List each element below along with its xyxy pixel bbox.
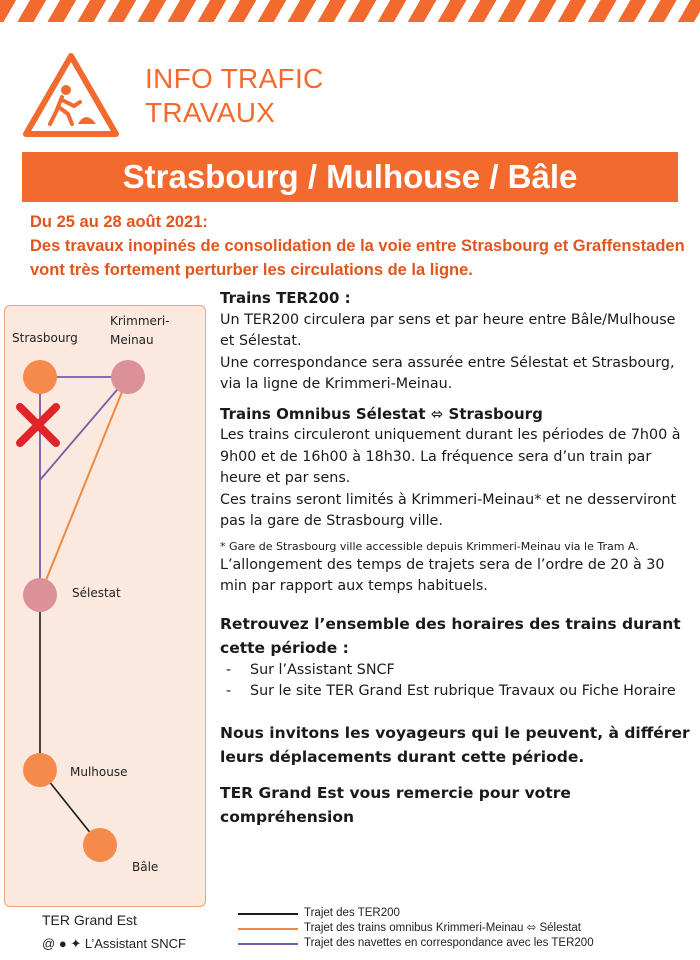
legend-row-ter200	[238, 906, 594, 921]
station-krimmeri	[111, 360, 145, 394]
title-line-1: INFO TRAFIC	[145, 63, 324, 94]
intro-text: Des travaux inopinés de consolidation de la voie entre Strasbourg et Graffenstaden vont très fortement perturber les circulations de la ligne.	[30, 237, 685, 279]
navette-line-diag	[40, 377, 128, 480]
ter200-heading: Trains TER200 :	[220, 289, 351, 307]
closed-section-cross-icon	[20, 407, 56, 443]
legend-label: Trajet des TER200	[304, 907, 400, 919]
label-krimmeri-1: Krimmeri-	[110, 314, 170, 328]
schedules-item: - Sur l’Assistant SNCF	[220, 660, 690, 682]
station-mulhouse	[23, 753, 57, 787]
assistant-sncf-label: L’Assistant SNCF	[84, 936, 186, 951]
legend-label: Trajet des trains omnibus Krimmeri-Meinau ⬄ Sélestat	[304, 922, 581, 934]
social-links	[42, 936, 186, 952]
ter200-paragraph-2: Une correspondance sera assurée entre Sélestat et Strasbourg, via la ligne de Krimmeri-Meinau.	[220, 354, 675, 392]
label-bale: Bâle	[132, 860, 159, 874]
top-hazard-stripes	[0, 0, 700, 22]
schedules-heading: Retrouvez l’ensemble des horaires des trains durant cette période :	[220, 614, 681, 657]
map-legend	[238, 906, 594, 951]
schedules-list	[220, 660, 690, 703]
label-selestat: Sélestat	[72, 586, 121, 600]
dates-line: Du 25 au 28 août 2021:	[30, 213, 208, 231]
legend-row-omnibus	[238, 921, 594, 936]
ter200-paragraph-1: Un TER200 circulera par sens et par heure entre Bâle/Mulhouse et Sélestat.	[220, 311, 676, 349]
schedules-item: - Sur le site TER Grand Est rubrique Travaux ou Fiche Horaire	[220, 681, 690, 703]
info-content	[220, 288, 690, 829]
twitter-icon[interactable]: ✦	[70, 936, 82, 951]
label-krimmeri-2: Meinau	[110, 333, 154, 347]
omnibus-heading: Trains Omnibus Sélestat ⬄ Strasbourg	[220, 404, 543, 423]
legend-label: Trajet des navettes en correspondance avec les TER200	[304, 937, 594, 949]
legend-swatch-black	[238, 913, 298, 915]
line-map	[4, 305, 204, 905]
station-strasbourg	[23, 360, 57, 394]
station-selestat	[23, 578, 57, 612]
footer-brand: TER Grand Est	[42, 912, 137, 928]
roadworks-warning-icon	[22, 50, 120, 140]
label-mulhouse: Mulhouse	[70, 765, 128, 779]
title-line-2: TRAVAUX	[145, 97, 276, 128]
at-icon[interactable]: @	[42, 936, 56, 951]
label-strasbourg: Strasbourg	[12, 331, 78, 345]
facebook-icon[interactable]: ●	[58, 936, 67, 951]
omnibus-paragraph-2: Ces trains seront limités à Krimmeri-Meinau* et ne desserviront pas la gare de Strasbourg ville.	[220, 491, 677, 529]
legend-swatch-purple	[238, 943, 298, 945]
invite-paragraph: Nous invitons les voyageurs qui le peuvent, à différer leurs déplacements durant cette période.	[220, 723, 690, 766]
tram-note: * Gare de Strasbourg ville accessible depuis Krimmeri-Meinau via le Tram A.	[220, 539, 639, 553]
travel-time-paragraph: L’allongement des temps de trajets sera de l’ordre de 20 à 30 min par rapport aux temps habituels.	[220, 556, 665, 594]
legend-swatch-orange	[238, 928, 298, 930]
station-bale	[83, 828, 117, 862]
thanks-paragraph: TER Grand Est vous remercie pour votre compréhension	[220, 783, 571, 826]
legend-row-navette	[238, 936, 594, 951]
disruption-summary	[30, 210, 690, 282]
route-banner: Strasbourg / Mulhouse / Bâle	[22, 152, 678, 202]
omnibus-paragraph-1: Les trains circuleront uniquement durant les périodes de 7h00 à 9h00 et de 16h00 à 18h30. La fréquence sera d’un train par heure et par sens.	[220, 427, 681, 486]
page-title	[145, 62, 324, 130]
